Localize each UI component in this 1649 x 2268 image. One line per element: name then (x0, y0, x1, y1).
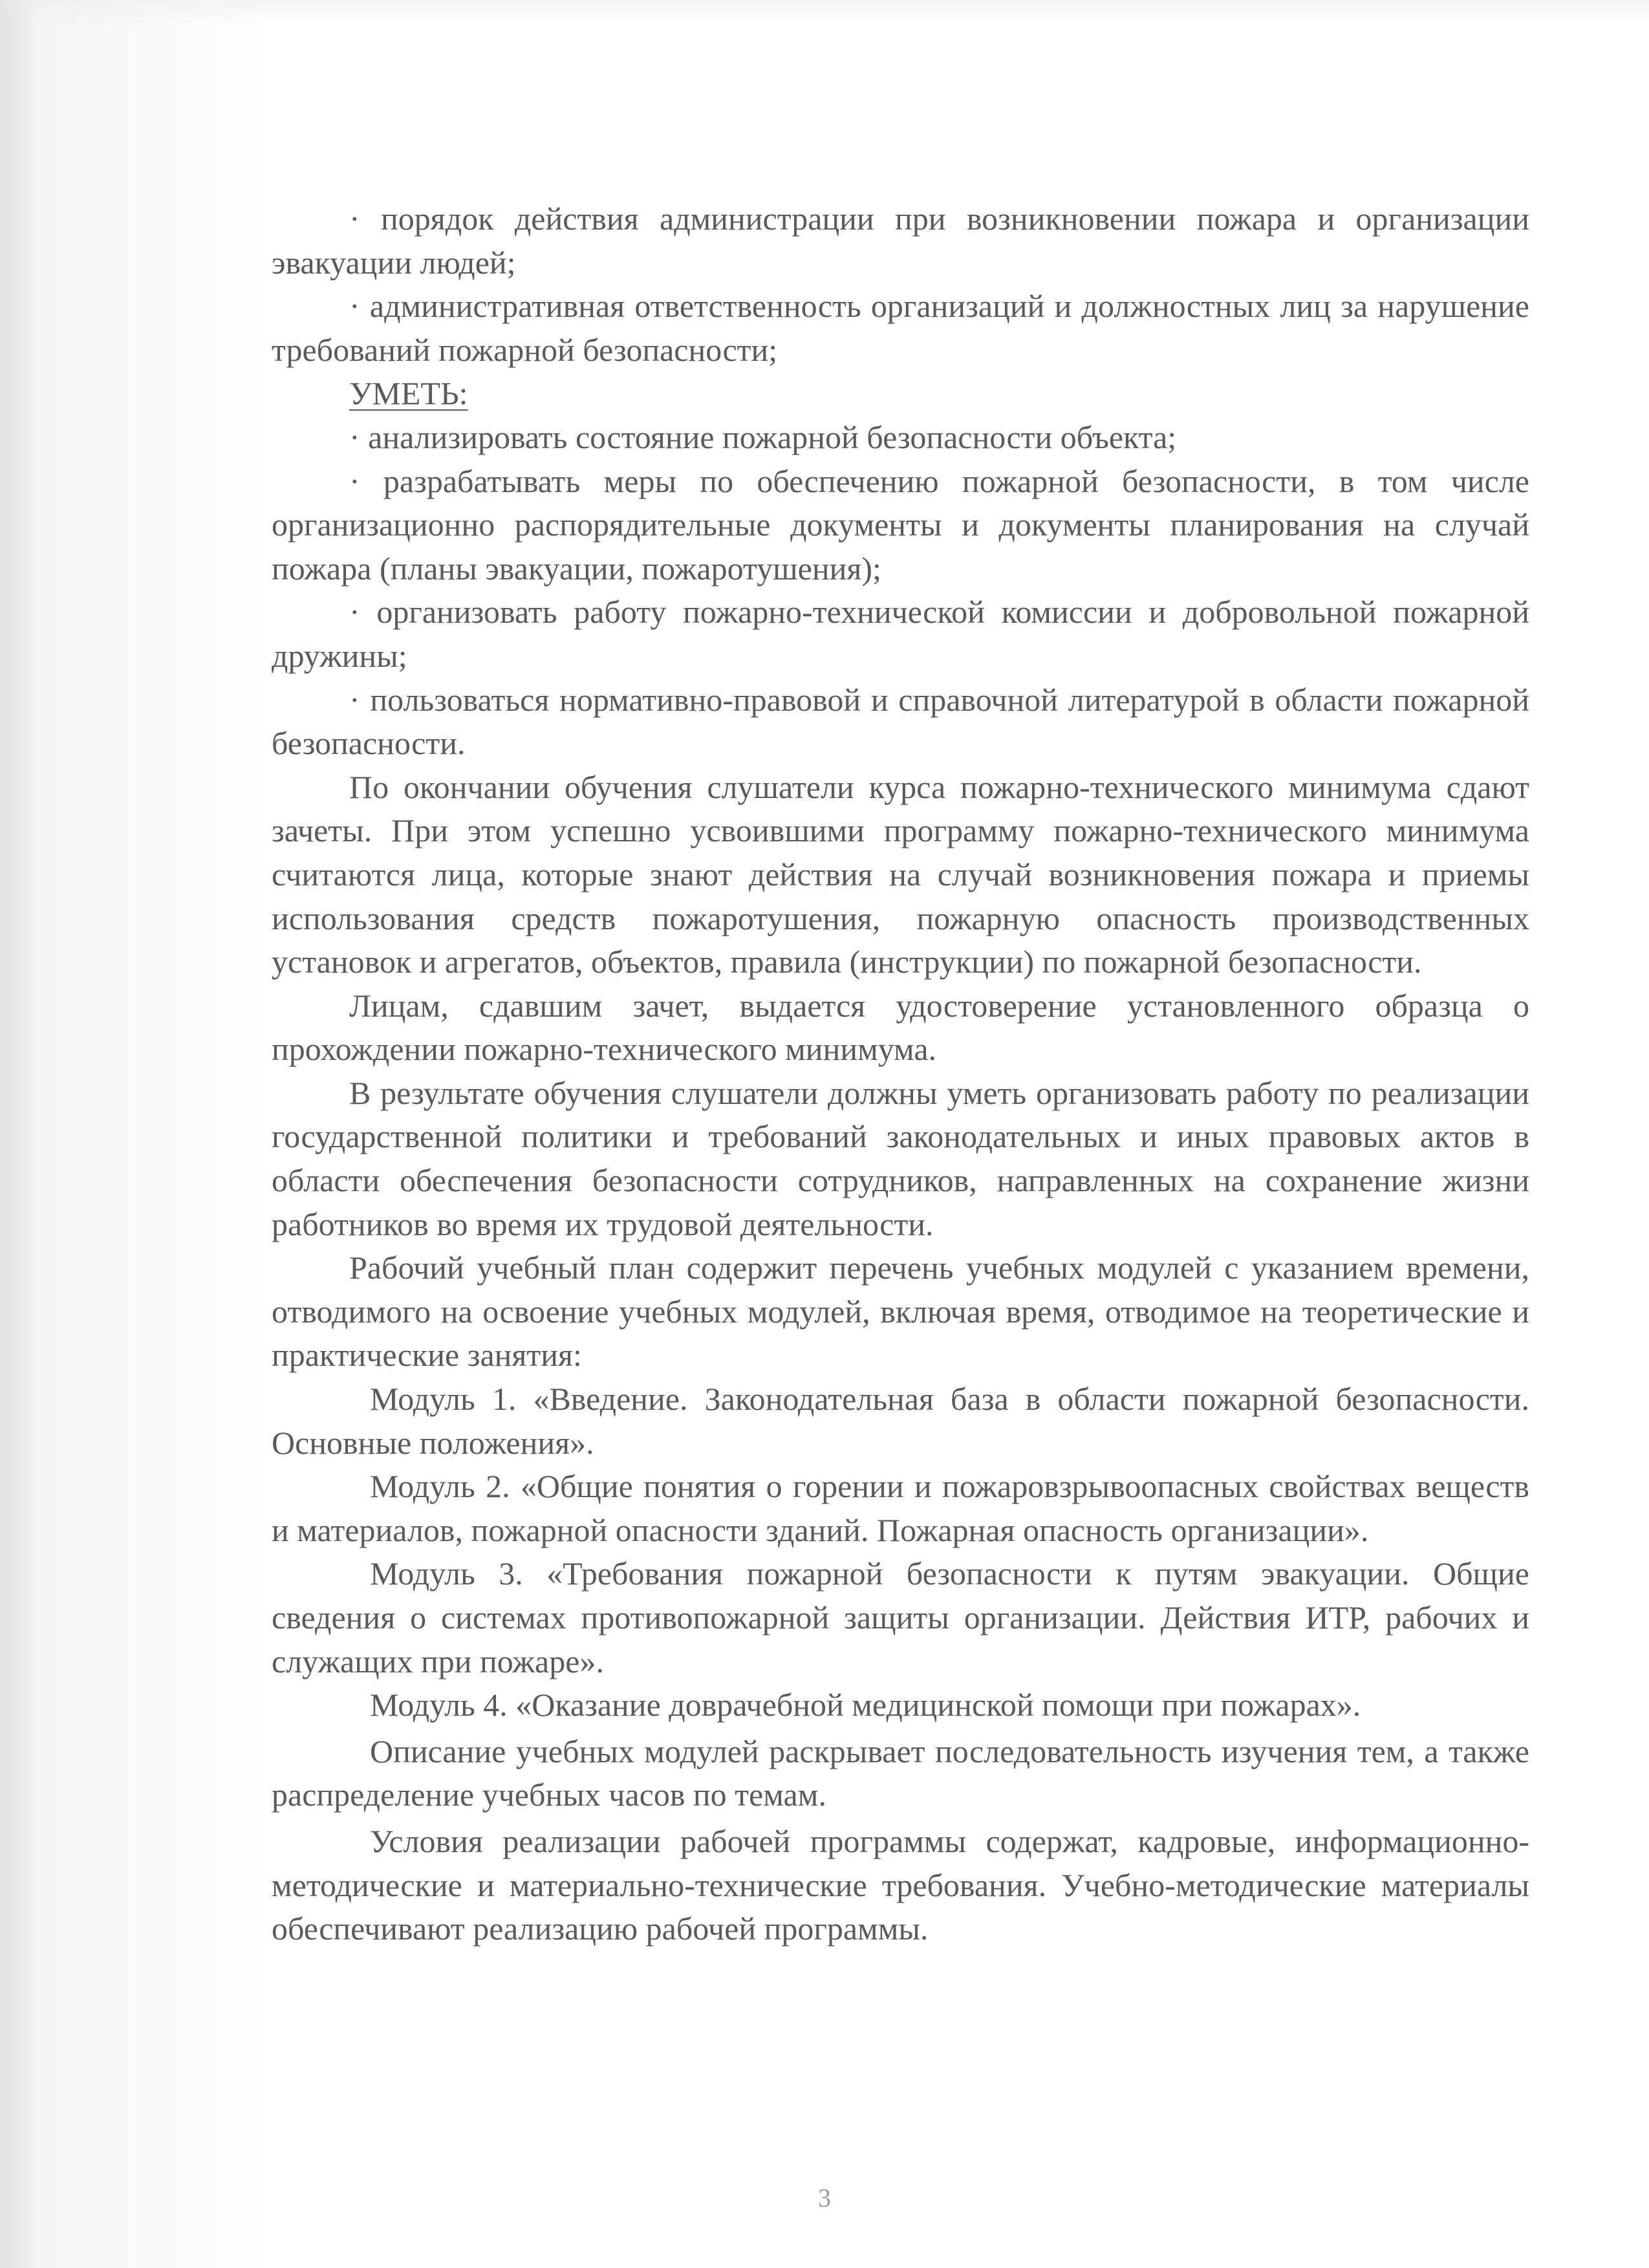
section-heading (272, 372, 1529, 416)
body-paragraph: Лицам, сдавшим зачет, выдается удостоверение установленного образца о прохождении пожарно-технического минимума. (272, 987, 1529, 1068)
scan-shadow (0, 0, 272, 2268)
page-number: 3 (818, 2183, 831, 2212)
module-item: Модуль 2. «Общие понятия о горении и пожаровзрывоопасных свойствах веществ и материалов, пожарной опасности зданий. Пожарная опасность организации». (272, 1468, 1529, 1548)
body-paragraph: Рабочий учебный план содержит перечень учебных модулей с указанием времени, отводимого на освоение учебных модулей, включая время, отводимое на теоретические и практические занятия: (272, 1249, 1529, 1374)
body-paragraph: Условия реализации рабочей программы содержат, кадровые, информационно-методические и материально-технические требования. Учебно-методические материалы обеспечивают реализацию рабочей программы. (272, 1822, 1529, 1947)
body-paragraph: Описание учебных модулей раскрывает последовательность изучения тем, а также распределение учебных часов по темам. (272, 1733, 1529, 1813)
body-paragraph: В результате обучения слушатели должны уметь организовать работу по реализации государственной политики и требований законодательных и иных правовых актов в области обеспечения безопасности сотрудников, направленных на сохранение жизни работников во время их трудовой деятельности. (272, 1074, 1529, 1242)
bullet-item: · административная ответственность организаций и должностных лиц за нарушение требований пожарной безопасности; (272, 288, 1529, 368)
module-item: Модуль 1. «Введение. Законодательная база в области пожарной безопасности. Основные положения». (272, 1381, 1529, 1461)
section-heading-text: УМЕТЬ: (349, 375, 468, 412)
body-paragraph: По окончании обучения слушатели курса пожарно-технического минимума сдают зачеты. При этом успешно усвоившими программу пожарно-технического минимума считаются лица, которые знают действия на случай возникновения пожара и приемы использования средств пожаротушения, пожарную опасность производственных установок и агрегатов, объектов, правила (инструкции) по пожарной безопасности. (272, 768, 1529, 980)
bullet-item: · порядок действия администрации при возникновении пожара и организации эвакуации людей; (272, 200, 1529, 281)
scan-shadow-top (0, 0, 1649, 26)
module-item: Модуль 4. «Оказание доврачебной медицинской помощи при пожарах». (370, 1687, 1361, 1723)
module-item: Модуль 3. «Требования пожарной безопасности к путям эвакуации. Общие сведения о системах противопожарной защиты организации. Действия ИТР, рабочих и служащих при пожаре». (272, 1555, 1529, 1679)
bullet-item: · организовать работу пожарно-технической комиссии и добровольной пожарной дружины; (272, 594, 1529, 674)
document-body (272, 197, 1529, 1951)
bullet-item: · анализировать состояние пожарной безопасности объекта; (349, 418, 1177, 455)
bullet-item: · пользоваться нормативно-правовой и справочной литературой в области пожарной безопасности. (272, 681, 1529, 762)
bullet-item: · разрабатывать меры по обеспечению пожарной безопасности, в том числе организационно распорядительные документы и документы планирования на случай пожара (планы эвакуации, пожаротушения); (272, 462, 1529, 587)
